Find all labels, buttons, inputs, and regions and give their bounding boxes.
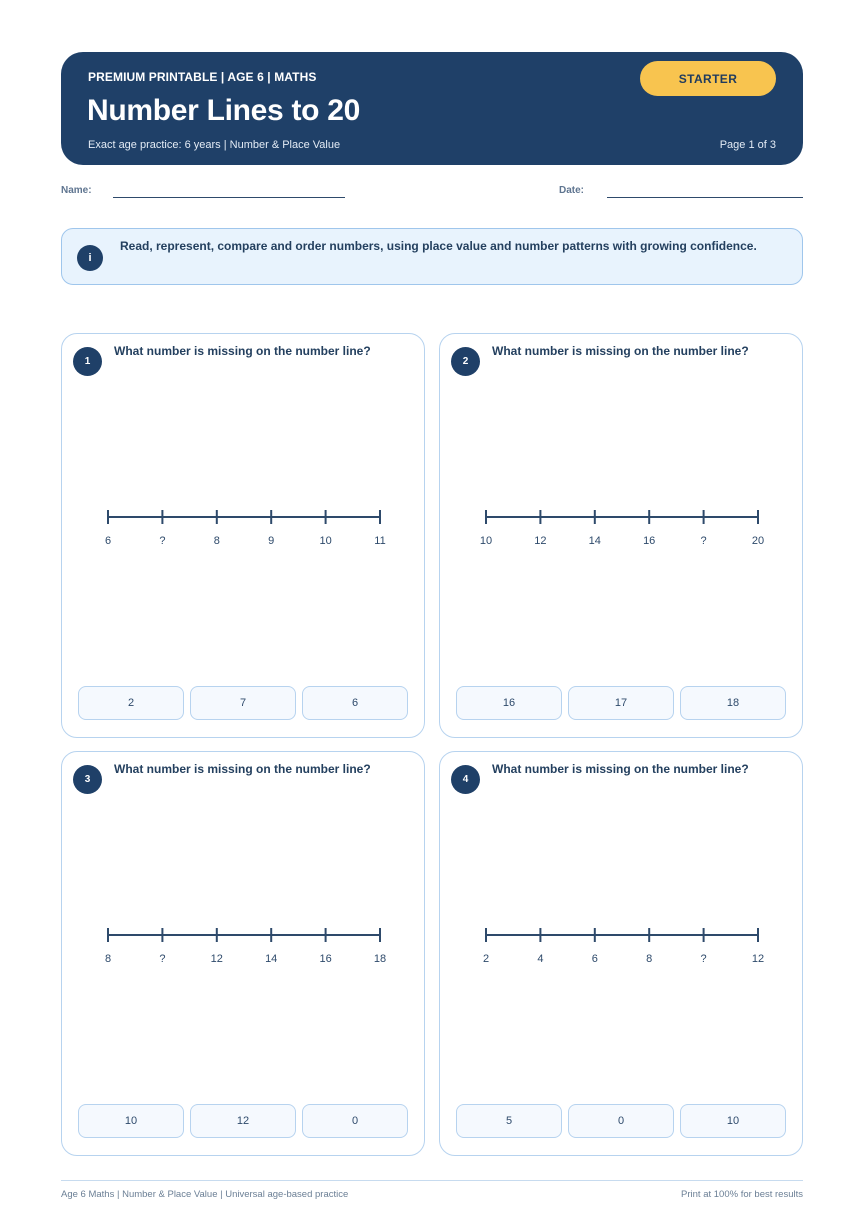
header-subtitle: Exact age practice: 6 years | Number & Place Value xyxy=(88,139,341,151)
tick-label: 10 xyxy=(480,535,493,547)
number-line xyxy=(480,504,770,554)
answer-option[interactable]: 2 xyxy=(78,686,184,720)
tick-label: 18 xyxy=(373,953,387,965)
tick-label: 20 xyxy=(751,535,765,547)
answer-option[interactable]: 10 xyxy=(78,1104,184,1138)
answer-option[interactable]: 7 xyxy=(190,686,296,720)
answer-option[interactable]: 18 xyxy=(680,686,786,720)
question-number: 3 xyxy=(73,765,102,794)
tick-label: 9 xyxy=(268,535,275,547)
date-field[interactable] xyxy=(607,197,803,198)
question-card-2 xyxy=(439,333,803,738)
question-number: 1 xyxy=(73,347,102,376)
missing-number-label: ? xyxy=(700,535,707,547)
objective-text: Read, represent, compare and order numbers, using place value and number patterns with growing confidence. xyxy=(120,239,757,253)
answer-options xyxy=(78,1104,408,1138)
header-kicker: PREMIUM PRINTABLE | AGE 6 | MATHS xyxy=(88,70,317,84)
tick-label: 10 xyxy=(319,535,332,547)
tick-label: 8 xyxy=(213,535,220,547)
tick-label: 6 xyxy=(104,535,112,547)
page-title: Number Lines to 20 xyxy=(87,94,360,127)
question-card-1 xyxy=(61,333,425,738)
header-banner xyxy=(61,52,803,165)
tick-label: 6 xyxy=(591,953,598,965)
question-prompt: What number is missing on the number line? xyxy=(492,762,749,776)
tick-label: 14 xyxy=(588,535,601,547)
tick-label: 16 xyxy=(319,953,332,965)
tick-label: 2 xyxy=(482,953,490,965)
tick-label: 14 xyxy=(265,953,278,965)
answer-option[interactable]: 16 xyxy=(456,686,562,720)
question-card-4 xyxy=(439,751,803,1156)
answer-options xyxy=(456,686,786,720)
page-number: Page 1 of 3 xyxy=(719,139,776,151)
answer-option[interactable]: 5 xyxy=(456,1104,562,1138)
tick-label: 11 xyxy=(374,535,386,547)
answer-option[interactable]: 0 xyxy=(568,1104,674,1138)
tick-label: 12 xyxy=(751,953,765,965)
answer-option[interactable]: 17 xyxy=(568,686,674,720)
number-line xyxy=(480,922,770,972)
number-line xyxy=(102,504,392,554)
answer-option[interactable]: 0 xyxy=(302,1104,408,1138)
answer-options xyxy=(456,1104,786,1138)
missing-number-label: ? xyxy=(700,953,707,965)
tick-label: 12 xyxy=(534,535,547,547)
objective-box xyxy=(61,228,803,285)
tick-label: 16 xyxy=(643,535,656,547)
info-icon: i xyxy=(77,245,103,271)
tick-label: 4 xyxy=(537,953,544,965)
answer-option[interactable]: 12 xyxy=(190,1104,296,1138)
date-label: Date: xyxy=(559,185,585,196)
missing-number-label: ? xyxy=(159,953,166,965)
question-prompt: What number is missing on the number line? xyxy=(492,344,749,358)
name-label: Name: xyxy=(61,185,92,196)
question-prompt: What number is missing on the number line? xyxy=(114,344,371,358)
footer-left-text: Age 6 Maths | Number & Place Value | Universal age-based practice xyxy=(61,1189,349,1200)
question-number: 2 xyxy=(451,347,480,376)
tick-label: 8 xyxy=(104,953,112,965)
tick-label: 12 xyxy=(210,953,223,965)
question-card-3 xyxy=(61,751,425,1156)
question-number: 4 xyxy=(451,765,480,794)
answer-options xyxy=(78,686,408,720)
question-prompt: What number is missing on the number line? xyxy=(114,762,371,776)
missing-number-label: ? xyxy=(159,535,166,547)
tick-label: 8 xyxy=(646,953,653,965)
answer-option[interactable]: 10 xyxy=(680,1104,786,1138)
footer-divider xyxy=(61,1180,803,1181)
footer-right-text: Print at 100% for best results xyxy=(681,1189,803,1200)
answer-option[interactable]: 6 xyxy=(302,686,408,720)
name-field[interactable] xyxy=(113,197,345,198)
number-line xyxy=(102,922,392,972)
level-badge: STARTER xyxy=(640,61,776,96)
